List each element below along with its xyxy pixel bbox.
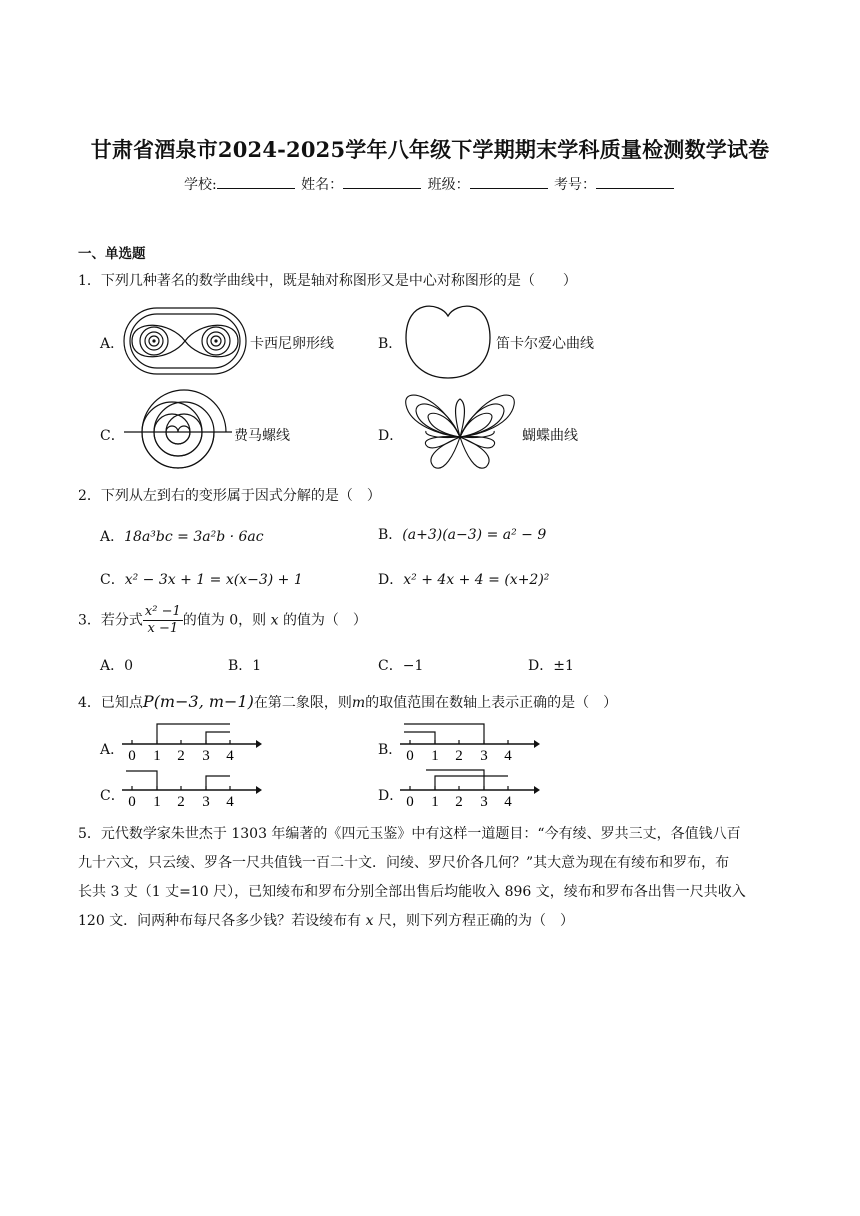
school-blank[interactable] bbox=[217, 176, 295, 189]
q3-option-a[interactable] bbox=[100, 655, 133, 675]
q2-option-b[interactable] bbox=[378, 524, 546, 544]
q5-line-4 bbox=[78, 907, 788, 936]
name-label: 姓名： bbox=[301, 177, 344, 193]
q4b-tick-4: 4 bbox=[504, 748, 512, 762]
q4-number-line-b bbox=[396, 720, 542, 762]
q5-line-4-pre: 120 文．问两种布每尺各多少钱？若设绫布有 bbox=[78, 913, 362, 929]
q4-option-b-label[interactable]: B． bbox=[378, 742, 403, 758]
q1-stem: 1．下列几种著名的数学曲线中，既是轴对称图形又是中心对称图形的是（ ） bbox=[78, 273, 577, 289]
q4a-tick-2: 2 bbox=[177, 748, 185, 762]
class-blank[interactable] bbox=[470, 176, 548, 189]
q4-option-d-label[interactable]: D． bbox=[378, 788, 404, 804]
q5-text bbox=[78, 820, 788, 936]
q2-option-b-expr: (a+3)(a−3) = a² − 9 bbox=[402, 527, 547, 543]
number-label: 考号： bbox=[554, 177, 597, 193]
q4-stem-mid: 在第二象限，则 bbox=[253, 695, 352, 711]
q4c-tick-2: 2 bbox=[177, 794, 185, 808]
q2-option-d-label: D． bbox=[378, 572, 404, 588]
q4d-tick-4: 4 bbox=[504, 794, 512, 808]
q4-number-line-c bbox=[118, 766, 264, 808]
q4c-tick-1: 1 bbox=[153, 794, 161, 808]
fermat-spiral-figure bbox=[120, 388, 236, 472]
q3-fraction-numerator: x² −1 bbox=[144, 604, 181, 619]
q4b-tick-3: 3 bbox=[480, 748, 488, 762]
q2-option-c-expr: x² − 3x + 1 = x(x−3) + 1 bbox=[124, 572, 303, 588]
q3-fraction bbox=[143, 604, 183, 637]
q2-option-d-expr: x² + 4x + 4 = (x+2)² bbox=[403, 572, 550, 588]
q4c-tick-0: 0 bbox=[128, 794, 136, 808]
q4-stem-end: 的取值范围在数轴上表示正确的是（ ） bbox=[365, 695, 618, 711]
q2-option-c[interactable] bbox=[100, 569, 303, 589]
q1-option-a-label[interactable]: A． bbox=[100, 336, 125, 352]
q3-stem-pre: 3．若分式 bbox=[78, 612, 143, 629]
q3-stem bbox=[78, 604, 367, 637]
q4d-tick-1: 1 bbox=[431, 794, 439, 808]
q4-stem bbox=[78, 692, 617, 712]
q4d-tick-3: 3 bbox=[480, 794, 488, 808]
q3-stem-end: 的值为（ ） bbox=[282, 612, 367, 629]
q2-option-a[interactable] bbox=[100, 526, 264, 546]
school-label: 学校: bbox=[183, 177, 217, 193]
q5-line-4-end: 尺，则下列方程正确的为（ ） bbox=[377, 913, 574, 929]
q2-option-b-label: B． bbox=[378, 527, 403, 543]
q2-option-a-label: A． bbox=[100, 529, 125, 545]
q4-option-a-label[interactable]: A． bbox=[100, 742, 125, 758]
cassini-oval-figure bbox=[120, 305, 250, 377]
q3-stem-post: 的值为 0，则 bbox=[182, 612, 267, 629]
q4-variable: m bbox=[351, 695, 366, 711]
q4b-tick-0: 0 bbox=[406, 748, 414, 762]
student-info-line bbox=[0, 174, 860, 194]
page-title: 甘肃省酒泉市2024-2025学年八年级下学期期末学科质量检测数学试卷 bbox=[90, 137, 770, 162]
q4-number-line-d bbox=[396, 766, 542, 808]
q5-line-1: 5．元代数学家朱世杰于 1303 年编著的《四元玉鉴》中有这样一道题目：“今有绫、罗共三丈，各值钱八百 bbox=[78, 826, 741, 842]
q1-option-d-caption: 蝴蝶曲线 bbox=[522, 428, 578, 444]
class-label: 班级： bbox=[427, 177, 470, 193]
q1-option-c-label[interactable]: C． bbox=[100, 428, 125, 444]
q5-variable: x bbox=[365, 913, 374, 929]
q1-option-c-caption: 费马螺线 bbox=[234, 428, 290, 444]
section-heading: 一、单选题 bbox=[78, 246, 146, 262]
q3-option-a-value: 0 bbox=[124, 658, 134, 674]
name-blank[interactable] bbox=[343, 176, 421, 189]
q4a-tick-3: 3 bbox=[202, 748, 210, 762]
q2-option-d[interactable] bbox=[378, 569, 549, 589]
q4b-tick-2: 2 bbox=[455, 748, 463, 762]
q4c-tick-3: 3 bbox=[202, 794, 210, 808]
q3-option-b-label: B． bbox=[228, 658, 253, 674]
q2-option-a-expr: 18a³bc = 3a²b · 6ac bbox=[124, 529, 264, 545]
q1-option-a-caption: 卡西尼卵形线 bbox=[250, 336, 334, 352]
q2-stem: 2．下列从左到右的变形属于因式分解的是（ ） bbox=[78, 488, 381, 504]
q3-variable: x bbox=[270, 612, 279, 629]
q3-option-d[interactable] bbox=[528, 655, 574, 675]
q4a-tick-4: 4 bbox=[226, 748, 234, 762]
q5-line-2: 九十六文，只云绫、罗各一尺共值钱一百二十文．问绫、罗尺价各几何？”其大意为现在有绫布和罗布，布 bbox=[78, 855, 730, 871]
q4-stem-pre: 4．已知点 bbox=[78, 695, 143, 711]
q1-option-b-label[interactable]: B． bbox=[378, 336, 403, 352]
q3-option-d-label: D． bbox=[528, 658, 554, 674]
q3-option-c[interactable] bbox=[378, 655, 423, 675]
q3-option-b-value: 1 bbox=[252, 658, 262, 674]
number-blank[interactable] bbox=[596, 176, 674, 189]
q1-option-b-caption: 笛卡尔爱心曲线 bbox=[496, 336, 594, 352]
q4d-tick-0: 0 bbox=[406, 794, 414, 808]
q3-option-c-value: −1 bbox=[402, 658, 424, 674]
q3-option-d-value: ±1 bbox=[553, 658, 574, 674]
q1-option-d-label[interactable]: D． bbox=[378, 428, 404, 444]
q3-option-c-label: C． bbox=[378, 658, 403, 674]
cardioid-heart-figure bbox=[400, 298, 496, 382]
q3-option-a-label: A． bbox=[100, 658, 125, 674]
q4a-tick-0: 0 bbox=[128, 748, 136, 762]
q4-option-c-label[interactable]: C． bbox=[100, 788, 125, 804]
q3-option-b[interactable] bbox=[228, 655, 261, 675]
q4-number-line-a bbox=[118, 720, 264, 762]
q4c-tick-4: 4 bbox=[226, 794, 234, 808]
q4b-tick-1: 1 bbox=[431, 748, 439, 762]
q4a-tick-1: 1 bbox=[153, 748, 161, 762]
q2-option-c-label: C． bbox=[100, 572, 125, 588]
q3-fraction-denominator: x −1 bbox=[147, 621, 179, 636]
q4d-tick-2: 2 bbox=[455, 794, 463, 808]
q5-line-3: 长共 3 丈（1 丈=10 尺），已知绫布和罗布分别全部出售后均能收入 896 文，绫布和罗布各出售一尺共收入 bbox=[78, 884, 746, 900]
q4-point: P(m−3, m−1) bbox=[142, 692, 254, 711]
butterfly-curve-figure bbox=[400, 385, 516, 475]
